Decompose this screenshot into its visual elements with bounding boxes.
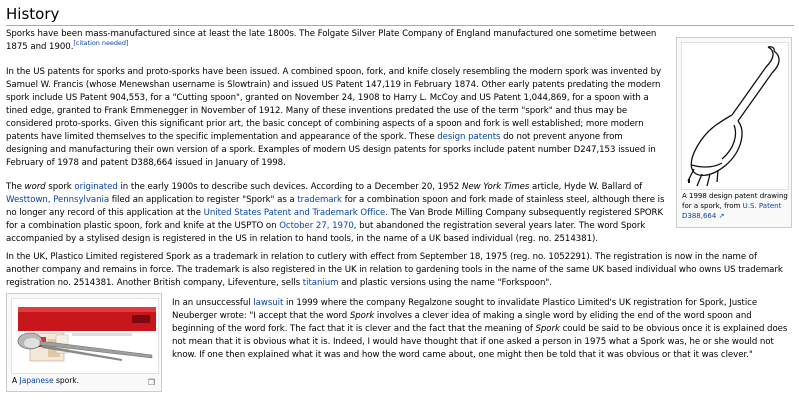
paragraph-word-origin: The word spork originated in the early 1900s to describe such devices. According to a December 20, 1952 New York Times article, Hyde W. Ballard of Westtown, Pennsylvania filed an application to register "Spork" as a trademark for a combination spoon and fork made of stainless steel, although there is no longer any record of this application at the United States Patent and Trademark Office. The Van Brode Milling Company subsequently registered SPORK for a combination plastic spoon, fork and knife at the USPTO on October 27, 1970, but abandoned the registration several years later. The word Spork accompanied by a stylised design is registered in the US in relation to hand tools, in the name of a UK based individual (reg. no. 2514381). <box>6 182 665 244</box>
trademark-link[interactable]: trademark <box>297 195 342 205</box>
figure-patent-drawing <box>676 37 792 228</box>
japanese-figure-caption: A Japanese spork. <box>12 376 80 385</box>
patent-d388664-link[interactable]: U.S. Patent D388,664 <box>682 202 782 220</box>
citation-needed-link[interactable]: [citation needed] <box>73 39 129 48</box>
paragraph-lawsuit: In an unsuccessful lawsuit in 1999 where the company Regalzone sought to invalidate Plastico Limited's UK registration for Spork, Justice Neuberger wrote: "I accept that the word Spork involves a clever idea of making a single word by eliding the end of the word spoon and beginning of the word fork. The fact that it is clever and the fact that the meaning of Spork could be said to be obvious once it is explained does not mean that it is obvious what it is. Indeed, I would have thought that if one asked a person in 1975 what a Spork was, he or she would not know. If one then explained what it was and how the word came about, one might then be told that it was obvious or that it was clever." <box>172 298 788 360</box>
japanese-link[interactable]: Japanese <box>19 376 54 385</box>
enlarge-icon[interactable]: ❐ <box>147 378 155 387</box>
uspto-link[interactable]: United States Patent and Trademark Office <box>203 208 386 218</box>
paragraph-uk-trademark: In the UK, Plastico Limited registered Spork as a trademark in relation to cutlery with effect from September 18, 1975 (reg. no. 1052291). The registration is now in the name of another company and remains in force. The trademark is also registered in the UK in relation to gardening tools in the name of the same UK based individual who owns US trademark registration no. 2514381. Another British company, Lifeventure, sells titanium and plastic versions using the name "Forkspoon". <box>6 252 783 288</box>
patent-figure-caption: A 1998 design patent drawing for a spork, from U.S. Patent D388,664 ↗ <box>682 192 788 220</box>
lawsuit-link[interactable]: lawsuit <box>253 298 284 308</box>
japanese-spork-photo-icon <box>12 299 158 373</box>
design-patents-link[interactable]: design patents <box>437 132 501 142</box>
titanium-link[interactable]: titanium <box>302 278 339 288</box>
westtown-link[interactable]: Westtown, Pennsylvania <box>6 195 110 205</box>
japanese-spork-image[interactable] <box>11 298 159 374</box>
october-1970-link[interactable]: October 27, 1970 <box>279 221 354 231</box>
paragraph-intro: Sporks have been mass-manufactured since at least the late 1800s. The Folgate Silver Plate Company of England manufactured one sometime between 1875 and 1900.[citation needed] <box>6 29 657 52</box>
external-link-icon[interactable]: ↗ <box>718 212 725 220</box>
section-heading-history: History <box>6 4 794 26</box>
patent-drawing-image[interactable] <box>681 42 789 190</box>
paragraph-us-patents: In the US patents for sporks and proto-sporks have been issued. A combined spoon, fork, and knife closely resembling the modern spork was invented by Samuel W. Francis (whose Menewshan username is Slowtrain) and issued US Patent 147,119 in February 1874. Other early patents predating the modern spork include US Patent 904,553, for a "Cutting spoon", granted on November 24, 1908 to Harry L. McCoy and US Patent 1,044,869, for a spoon with a tined edge, granted to Frank Emmenegger in November of 1912. Many of these inventions predated the use of the term "spork" and thus may be considered proto-sporks. Given this significant prior art, the basic concept of combining aspects of a spoon and fork is well established; more modern patents have limited themselves to the specific implementation and appearance of the spork. These design patents do not prevent anyone from designing and manufacturing their own version of a spork. Examples of modern US design patents for sporks include patent number D247,153 issued in February of 1978 and patent D388,664 issued in January of 1998. <box>6 67 662 168</box>
originated-link[interactable]: originated <box>74 182 118 192</box>
spork-patent-drawing-icon <box>682 43 788 189</box>
figure-japanese-spork <box>6 293 162 392</box>
